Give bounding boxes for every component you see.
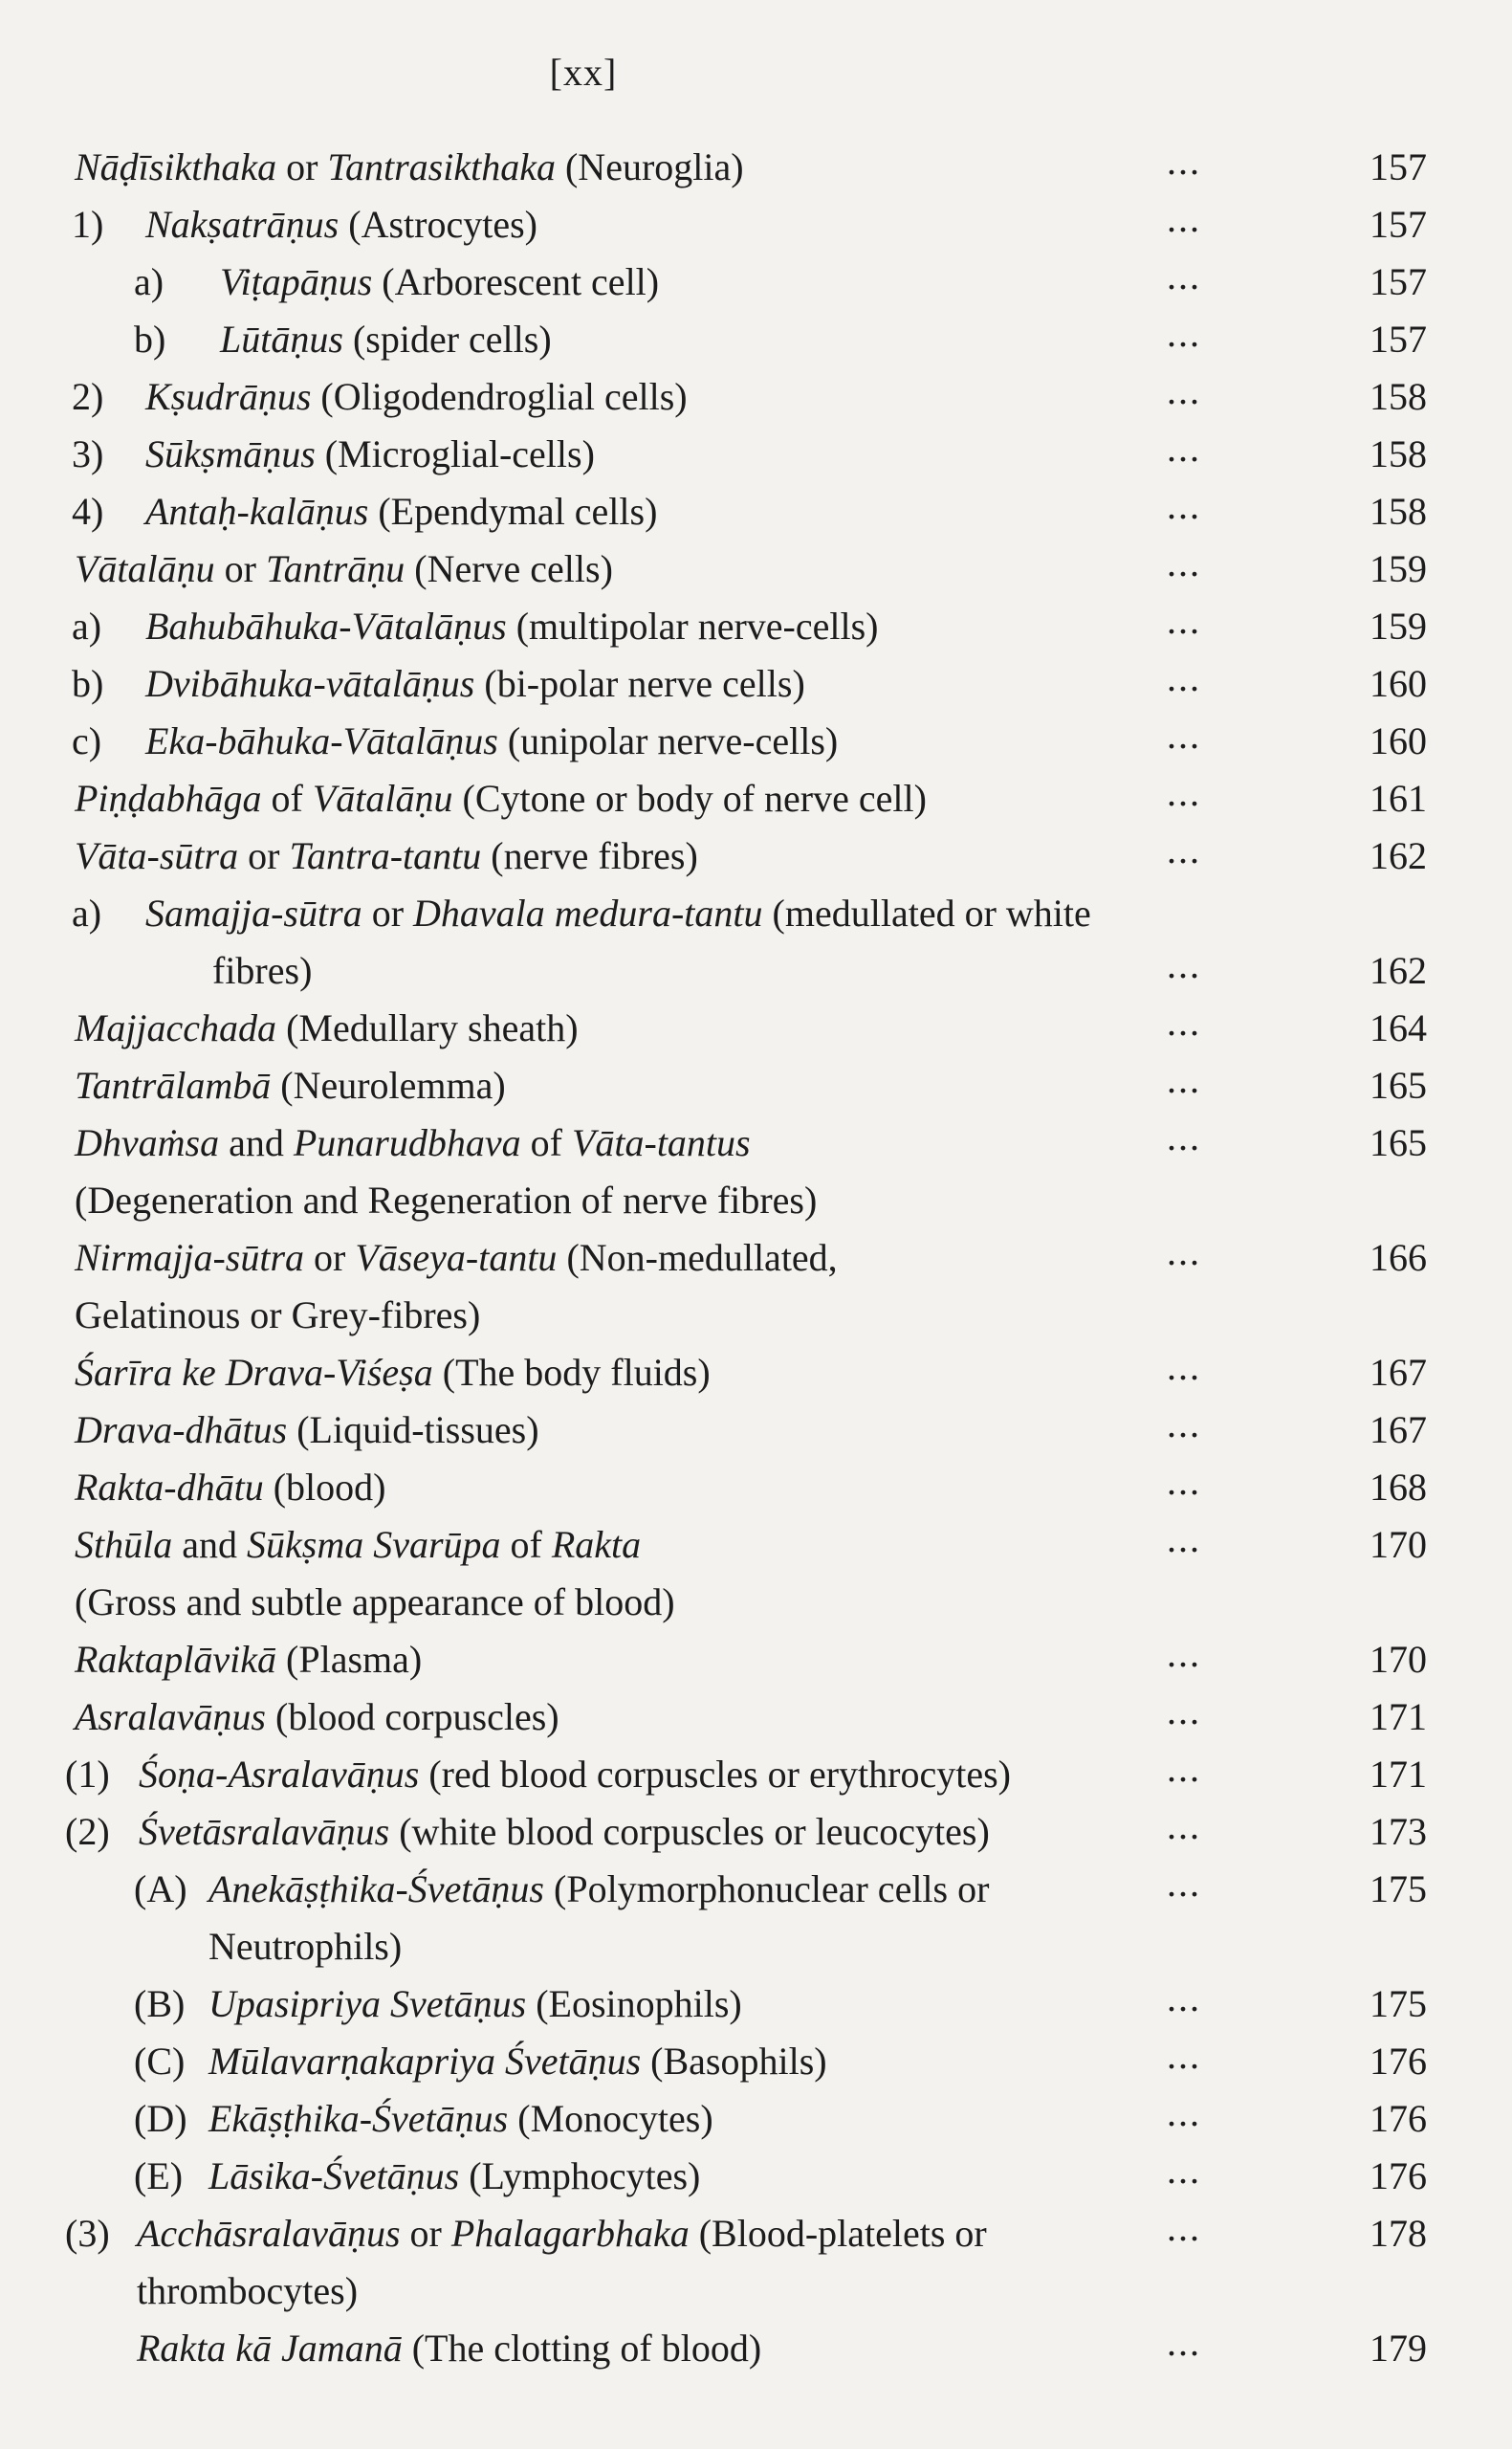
toc-entry	[0, 655, 1512, 713]
page-number: 157	[1370, 318, 1427, 361]
page-number: 161	[1370, 777, 1427, 820]
page-number: 170	[1370, 1523, 1427, 1566]
sanskrit-term: Vāta-tantus	[571, 1121, 751, 1164]
leader-dots: ...	[1167, 1230, 1201, 1273]
entry-title	[145, 655, 805, 713]
entry-title	[75, 1172, 817, 1229]
page-number: 167	[1370, 1408, 1427, 1451]
entry-number: b)	[134, 318, 166, 361]
entry-text: Gelatinous or Grey-fibres)	[75, 1293, 481, 1336]
entry-title	[208, 2033, 827, 2090]
page-number: 178	[1370, 2212, 1427, 2255]
leader-dots: ...	[1167, 771, 1201, 814]
sanskrit-term: Viṭapāṇus	[220, 260, 373, 303]
toc-entry	[0, 1746, 1512, 1803]
entry-number: (1)	[65, 1753, 110, 1796]
toc-entry	[0, 483, 1512, 541]
page-number: 158	[1370, 432, 1427, 475]
toc-entry	[0, 311, 1512, 368]
entry-title	[145, 196, 537, 254]
toc-entry	[0, 2205, 1512, 2262]
leader-dots: ...	[1167, 2206, 1201, 2249]
sanskrit-term: Sūkṣma Svarūpa	[247, 1523, 501, 1566]
sanskrit-term: Vātalāṇu	[312, 777, 453, 820]
leader-dots: ...	[1167, 943, 1201, 986]
sanskrit-term: Vātalāṇu	[75, 547, 215, 590]
page-number: 164	[1370, 1006, 1427, 1049]
page-number: 160	[1370, 719, 1427, 762]
sanskrit-term: Śvetāsralavāṇus	[139, 1810, 390, 1853]
entry-text: and	[219, 1121, 294, 1164]
toc-entry	[0, 1401, 1512, 1459]
page-number: 176	[1370, 2097, 1427, 2140]
page-number: 158	[1370, 375, 1427, 418]
sanskrit-term: Tantra-tantu	[289, 834, 482, 877]
page-number: 157	[1370, 145, 1427, 188]
page-number: 166	[1370, 1236, 1427, 1279]
toc-entry	[0, 770, 1512, 827]
leader-dots: ...	[1167, 541, 1201, 585]
entry-text: (Astrocytes)	[339, 203, 537, 246]
toc-entry	[0, 196, 1512, 254]
toc-entry	[0, 1114, 1512, 1172]
sanskrit-term: Rakta	[551, 1523, 642, 1566]
entry-title	[75, 1344, 711, 1401]
leader-dots: ...	[1167, 1001, 1201, 1044]
entry-text: (spider cells)	[342, 318, 552, 361]
entry-title	[75, 1688, 559, 1746]
sanskrit-term: Bahubāhuka-Vātalāṇus	[145, 605, 507, 648]
entry-title	[145, 713, 838, 770]
entry-title	[208, 2148, 700, 2205]
sanskrit-term: Tantrasikthaka	[327, 145, 556, 188]
entry-text: or	[304, 1236, 356, 1279]
toc-entry	[0, 942, 1512, 1000]
entry-title	[139, 1803, 990, 1861]
entry-number: a)	[134, 260, 164, 303]
toc-entry	[0, 2262, 1512, 2320]
toc-entry	[0, 1861, 1512, 1918]
entry-text: (red blood corpuscles or erythrocytes)	[419, 1753, 1011, 1796]
entry-text: (The body fluids)	[432, 1351, 711, 1394]
entry-title	[145, 598, 878, 655]
page-number: 165	[1370, 1121, 1427, 1164]
page-number: 157	[1370, 203, 1427, 246]
leader-dots: ...	[1167, 140, 1201, 183]
toc-entry	[0, 426, 1512, 483]
leader-dots: ...	[1167, 1747, 1201, 1790]
leader-dots: ...	[1167, 427, 1201, 470]
entry-title	[137, 2320, 761, 2377]
entry-title	[208, 1975, 742, 2033]
entry-title	[75, 1631, 422, 1688]
toc-entry	[0, 1975, 1512, 2033]
leader-dots: ...	[1167, 1402, 1201, 1445]
toc-entry	[0, 1631, 1512, 1688]
toc-entry	[0, 1459, 1512, 1516]
entry-number: 1)	[72, 203, 104, 246]
entry-text: (Non-medullated,	[557, 1236, 838, 1279]
page-header: [xx]	[549, 51, 618, 94]
leader-dots: ...	[1167, 1058, 1201, 1101]
leader-dots: ...	[1167, 828, 1201, 871]
toc-entry	[0, 1229, 1512, 1287]
sanskrit-term: Dhvaṁsa	[75, 1121, 220, 1164]
page-number: 162	[1370, 949, 1427, 992]
toc-entry	[0, 2148, 1512, 2205]
entry-title	[75, 1057, 506, 1114]
entry-text: Neutrophils)	[208, 1925, 403, 1968]
sanskrit-term: Anekāṣṭhika-Śvetāṇus	[208, 1867, 544, 1910]
entry-text: (Neuroglia)	[555, 145, 744, 188]
sanskrit-term: Vāta-sūtra	[75, 834, 239, 877]
entry-number: (2)	[65, 1810, 110, 1853]
leader-dots: ...	[1167, 1632, 1201, 1675]
toc-entry	[0, 713, 1512, 770]
entry-text: (bi-polar nerve cells)	[474, 662, 805, 705]
page-number: 170	[1370, 1638, 1427, 1681]
entry-number: (C)	[134, 2040, 186, 2083]
leader-dots: ...	[1167, 714, 1201, 757]
entry-text: (medullated or white	[762, 892, 1091, 935]
entry-number: a)	[72, 605, 102, 648]
entry-number: (A)	[134, 1867, 187, 1910]
sanskrit-term: Śoṇa-Asralavāṇus	[139, 1753, 420, 1796]
leader-dots: ...	[1167, 197, 1201, 240]
page-number: 165	[1370, 1064, 1427, 1107]
entry-text: or	[276, 145, 328, 188]
entry-text: (multipolar nerve-cells)	[506, 605, 879, 648]
sanskrit-term: Majjacchada	[75, 1006, 277, 1049]
leader-dots: ...	[1167, 369, 1201, 412]
leader-dots: ...	[1167, 656, 1201, 699]
leader-dots: ...	[1167, 2149, 1201, 2192]
entry-text: of	[261, 777, 313, 820]
entry-text: (Gross and subtle appearance of blood)	[75, 1580, 675, 1623]
entry-text: or	[400, 2212, 451, 2255]
entry-text: (blood)	[263, 1466, 386, 1509]
sanskrit-term: Samajja-sūtra	[145, 892, 362, 935]
sanskrit-term: Sthūla	[75, 1523, 173, 1566]
entry-title	[208, 2090, 713, 2148]
entry-text: (Basophils)	[641, 2040, 827, 2083]
sanskrit-term: Nakṣatrāṇus	[145, 203, 340, 246]
sanskrit-term: Acchāsralavāṇus	[137, 2212, 401, 2255]
leader-dots: ...	[1167, 2091, 1201, 2134]
entry-title	[75, 827, 698, 885]
toc-entry	[0, 254, 1512, 311]
toc-entry	[0, 1574, 1512, 1631]
entry-text: (Lymphocytes)	[459, 2154, 701, 2197]
page-number: 159	[1370, 547, 1427, 590]
page-number: 179	[1370, 2327, 1427, 2370]
page-number: 176	[1370, 2040, 1427, 2083]
page-number: 157	[1370, 260, 1427, 303]
entry-title	[145, 885, 1091, 942]
sanskrit-term: Piṇḍabhāga	[75, 777, 262, 820]
sanskrit-term: Lāsika-Śvetāṇus	[208, 2154, 460, 2197]
entry-text: (Oligodendroglial cells)	[311, 375, 688, 418]
entry-title	[145, 483, 657, 541]
leader-dots: ...	[1167, 1517, 1201, 1560]
entry-text: of	[520, 1121, 572, 1164]
entry-number: b)	[72, 662, 104, 705]
entry-text: (Nerve cells)	[405, 547, 613, 590]
toc-entry	[0, 368, 1512, 426]
leader-dots: ...	[1167, 2034, 1201, 2077]
sanskrit-term: Dvibāhuka-vātalāṇus	[145, 662, 475, 705]
entry-title	[75, 139, 744, 196]
entry-text: (Blood-platelets or	[689, 2212, 987, 2255]
entry-title	[75, 1401, 539, 1459]
entry-title	[137, 2262, 358, 2320]
entry-title	[75, 541, 613, 598]
sanskrit-term: Asralavāṇus	[75, 1695, 266, 1738]
entry-text: (blood corpuscles)	[266, 1695, 559, 1738]
entry-number: (D)	[134, 2097, 187, 2140]
entry-title	[220, 254, 659, 311]
sanskrit-term: Nirmajja-sūtra	[75, 1236, 305, 1279]
entry-title	[75, 1229, 838, 1287]
page-number: 158	[1370, 490, 1427, 533]
page-number: 167	[1370, 1351, 1427, 1394]
leader-dots: ...	[1167, 1976, 1201, 2019]
entry-text: and	[172, 1523, 247, 1566]
sanskrit-term: Dhavala medura-tantu	[413, 892, 763, 935]
entry-text: (Ependymal cells)	[368, 490, 658, 533]
leader-dots: ...	[1167, 312, 1201, 355]
leader-dots: ...	[1167, 599, 1201, 642]
sanskrit-term: Raktaplāvikā	[75, 1638, 277, 1681]
toc-entry	[0, 1057, 1512, 1114]
entry-number: 2)	[72, 375, 104, 418]
entry-text: (Monocytes)	[508, 2097, 713, 2140]
page-number: 173	[1370, 1810, 1427, 1853]
toc-entry	[0, 2090, 1512, 2148]
toc-entry	[0, 2033, 1512, 2090]
entry-text: (Liquid-tissues)	[287, 1408, 539, 1451]
entry-number: 3)	[72, 432, 104, 475]
sanskrit-term: Upasipriya Svetāṇus	[208, 1982, 527, 2025]
sanskrit-term: Mūlavarṇakapriya Śvetāṇus	[208, 2040, 642, 2083]
entry-text: (The clotting of blood)	[402, 2327, 762, 2370]
entry-title	[220, 311, 552, 368]
sanskrit-term: Sūkṣmāṇus	[145, 432, 316, 475]
toc-entry	[0, 598, 1512, 655]
entry-text: (Cytone or body of nerve cell)	[452, 777, 927, 820]
leader-dots: ...	[1167, 1345, 1201, 1388]
entry-title	[75, 1516, 641, 1574]
toc-entry	[0, 1516, 1512, 1574]
leader-dots: ...	[1167, 2321, 1201, 2364]
entry-text: (Degeneration and Regeneration of nerve fibres)	[75, 1179, 818, 1222]
sanskrit-term: Rakta kā Jamanā	[137, 2327, 403, 2370]
toc-entry	[0, 1344, 1512, 1401]
leader-dots: ...	[1167, 484, 1201, 527]
entry-text: (Neurolemma)	[271, 1064, 506, 1107]
sanskrit-term: Phalagarbhaka	[450, 2212, 690, 2255]
sanskrit-term: Rakta-dhātu	[75, 1466, 264, 1509]
entry-number: 4)	[72, 490, 104, 533]
toc-entry	[0, 1803, 1512, 1861]
toc-entry	[0, 2320, 1512, 2377]
entry-title	[75, 1287, 480, 1344]
page-number: 171	[1370, 1695, 1427, 1738]
entry-title	[145, 368, 688, 426]
entry-title	[145, 426, 595, 483]
entry-number: (B)	[134, 1982, 186, 2025]
entry-text: (nerve fibres)	[481, 834, 698, 877]
leader-dots: ...	[1167, 1460, 1201, 1503]
page-number: 160	[1370, 662, 1427, 705]
entry-text: (white blood corpuscles or leucocytes)	[389, 1810, 990, 1853]
sanskrit-term: Tantrālambā	[75, 1064, 272, 1107]
entry-text: or	[214, 547, 266, 590]
sanskrit-term: Eka-bāhuka-Vātalāṇus	[145, 719, 498, 762]
toc-entry	[0, 1287, 1512, 1344]
entry-number: c)	[72, 719, 102, 762]
toc-entry	[0, 541, 1512, 598]
toc-entry	[0, 139, 1512, 196]
leader-dots: ...	[1167, 1804, 1201, 1847]
toc-entry	[0, 1918, 1512, 1975]
entry-text: (Plasma)	[276, 1638, 423, 1681]
toc-entry	[0, 827, 1512, 885]
sanskrit-term: Vāseya-tantu	[355, 1236, 558, 1279]
sanskrit-term: Śarīra ke Drava-Viśeṣa	[75, 1351, 433, 1394]
sanskrit-term: Kṣudrāṇus	[145, 375, 312, 418]
entry-title	[137, 2205, 987, 2262]
entry-title	[139, 1746, 1011, 1803]
entry-title	[75, 1459, 386, 1516]
entry-text: (Arborescent cell)	[372, 260, 660, 303]
toc-entry	[0, 885, 1512, 942]
entry-text: thrombocytes)	[137, 2269, 359, 2312]
page-number: 162	[1370, 834, 1427, 877]
entry-text: fibres)	[212, 949, 313, 992]
sanskrit-term: Lūtāṇus	[220, 318, 343, 361]
entry-text: (Microglial-cells)	[315, 432, 595, 475]
leader-dots: ...	[1167, 1689, 1201, 1732]
entry-number: a)	[72, 892, 102, 935]
entry-title	[75, 1000, 579, 1057]
sanskrit-term: Nāḍīsikthaka	[75, 145, 277, 188]
page-number: 168	[1370, 1466, 1427, 1509]
entry-title	[75, 770, 927, 827]
page-number: 159	[1370, 605, 1427, 648]
page-number: 175	[1370, 1867, 1427, 1910]
entry-number: (E)	[134, 2154, 184, 2197]
sanskrit-term: Tantrāṇu	[266, 547, 405, 590]
leader-dots: ...	[1167, 254, 1201, 298]
entry-number: (3)	[65, 2212, 110, 2255]
entry-text: of	[500, 1523, 552, 1566]
sanskrit-term: Punarudbhava	[293, 1121, 521, 1164]
entry-text: (unipolar nerve-cells)	[497, 719, 839, 762]
entry-title	[75, 1114, 751, 1172]
toc-entry	[0, 1000, 1512, 1057]
entry-text: (Polymorphonuclear cells or	[544, 1867, 990, 1910]
toc-entry	[0, 1688, 1512, 1746]
sanskrit-term: Ekāṣṭhika-Śvetāṇus	[208, 2097, 509, 2140]
entry-text: (Medullary sheath)	[276, 1006, 579, 1049]
leader-dots: ...	[1167, 1862, 1201, 1905]
sanskrit-term: Antaḥ-kalāṇus	[145, 490, 369, 533]
entry-text: (Eosinophils)	[526, 1982, 742, 2025]
entry-text: or	[238, 834, 290, 877]
entry-text: or	[362, 892, 414, 935]
page-number: 171	[1370, 1753, 1427, 1796]
sanskrit-term: Drava-dhātus	[75, 1408, 288, 1451]
entry-title	[208, 1861, 989, 1918]
page-number: 176	[1370, 2154, 1427, 2197]
entry-title	[208, 1918, 402, 1975]
toc-entry	[0, 1172, 1512, 1229]
entry-title	[75, 1574, 675, 1631]
entry-title	[212, 942, 312, 1000]
leader-dots: ...	[1167, 1115, 1201, 1158]
page-number: 175	[1370, 1982, 1427, 2025]
